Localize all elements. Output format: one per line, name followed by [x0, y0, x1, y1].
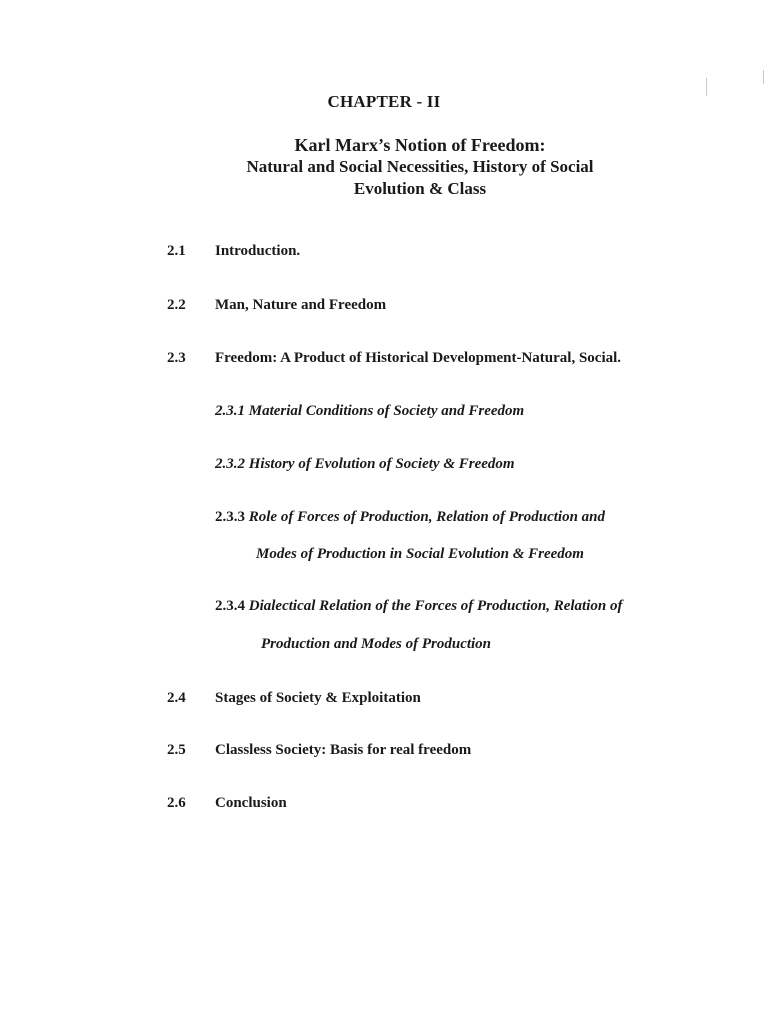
toc-subentry-2-3-3 — [215, 509, 605, 526]
toc-number: 2.3.3 — [215, 509, 245, 525]
chapter-title — [0, 134, 768, 200]
toc-number: 2.3.2 — [215, 456, 245, 472]
toc-number: 2.4 — [167, 690, 186, 706]
toc-text: Conclusion — [215, 795, 287, 811]
scan-artifact — [763, 70, 764, 84]
toc-text: Freedom: A Product of Historical Development-Natural, Social. — [215, 350, 622, 366]
toc-text: Classless Society: Basis for real freedom — [215, 742, 472, 758]
toc-text: Role of Forces of Production, Relation of Production and — [248, 509, 606, 525]
toc-number: 2.5 — [167, 742, 186, 758]
toc-number: 2.6 — [167, 795, 186, 811]
toc-number: 2.3 — [167, 350, 186, 366]
toc-text: Stages of Society & Exploitation — [215, 690, 421, 706]
toc-subentry-2-3-1 — [215, 403, 524, 420]
chapter-title-line-1: Karl Marx’s Notion of Freedom: — [294, 135, 546, 155]
toc-number: 2.3.1 — [215, 403, 245, 419]
chapter-title-line-2: Natural and Social Necessities, History of Social — [246, 157, 594, 176]
toc-subentry-2-3-4 — [215, 598, 622, 615]
toc-number: 2.3.4 — [215, 598, 245, 614]
toc-text: History of Evolution of Society & Freedom — [248, 456, 515, 472]
toc-text: Man, Nature and Freedom — [215, 297, 387, 313]
toc-text: Dialectical Relation of the Forces of Production, Relation of — [248, 598, 623, 614]
toc-text: Material Conditions of Society and Freedom — [248, 403, 525, 419]
toc-subentry-2-3-3-continued: Modes of Production in Social Evolution & Freedom — [256, 546, 584, 562]
toc-subentry-2-3-2 — [215, 456, 515, 473]
chapter-title-line-3: Evolution & Class — [353, 179, 487, 198]
chapter-heading: CHAPTER - II — [327, 92, 441, 111]
scan-artifact — [706, 78, 707, 96]
toc-number: 2.1 — [167, 243, 186, 259]
toc-text: Introduction. — [215, 243, 301, 259]
toc-number: 2.2 — [167, 297, 186, 313]
toc-subentry-2-3-4-continued: Production and Modes of Production — [261, 636, 492, 652]
